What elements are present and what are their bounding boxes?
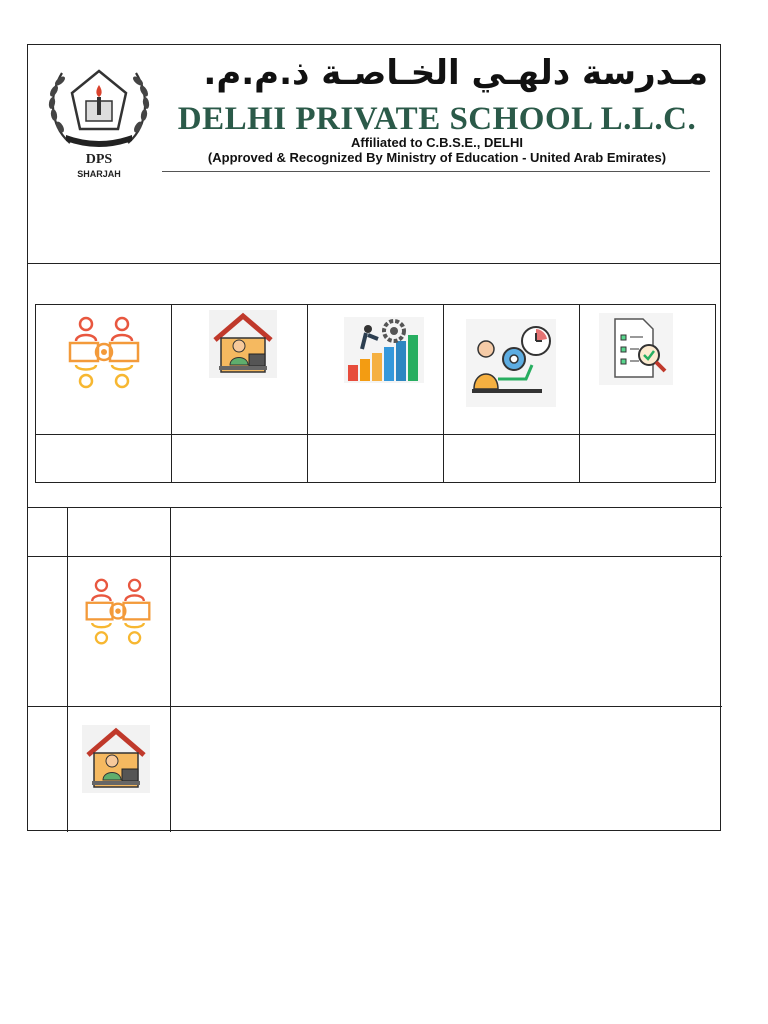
approval-line: (Approved & Recognized By Ministry of Education - United Arab Emirates) [207,150,667,165]
skills-icon-table [35,304,716,483]
icon-label-cell-3 [308,435,444,483]
skills-detail-table [28,507,722,832]
work-from-home-icon [82,725,150,793]
row-icon-cell [68,557,171,707]
header-cell-icon [68,508,171,557]
school-name: DELHI PRIVATE SCHOOL L.L.C. [177,101,697,137]
affiliation-line: Affiliated to C.B.S.E., DELHI [351,135,523,150]
icon-cell-work-from-home [172,305,308,435]
letterhead [28,45,720,264]
collaboration-icon [68,315,140,391]
time-management-icon [466,319,556,407]
logo-text-bottom: SHARJAH [77,169,121,179]
checklist-review-icon [599,313,673,385]
school-logo [40,51,158,179]
icon-label-cell-4 [444,435,580,483]
header-rule [162,171,710,172]
logo-text-top: DPS [85,152,113,167]
collaboration-icon [84,577,152,647]
icon-cell-checklist [580,305,716,435]
table-row [28,707,722,832]
row-description-cell [171,557,723,707]
row-description-cell [171,707,723,832]
table-row [28,508,722,557]
icon-label-cell-2 [172,435,308,483]
work-from-home-icon [209,310,277,378]
page-frame [27,44,721,831]
icon-cell-growth [308,305,444,435]
icon-cell-time-management [444,305,580,435]
row-icon-cell [68,707,171,832]
header-cell-number [28,508,68,557]
header-cell-description [171,508,723,557]
icon-label-cell-1 [36,435,172,483]
row-number-cell [28,557,68,707]
growth-chart-icon [344,317,424,383]
row-number-cell [28,707,68,832]
icon-label-cell-5 [580,435,716,483]
table-row [28,557,722,707]
icon-cell-collaboration [36,305,172,435]
school-name-arabic: مـدرسة دلهـي الخـاصـة ذ.م.م. [203,53,708,93]
